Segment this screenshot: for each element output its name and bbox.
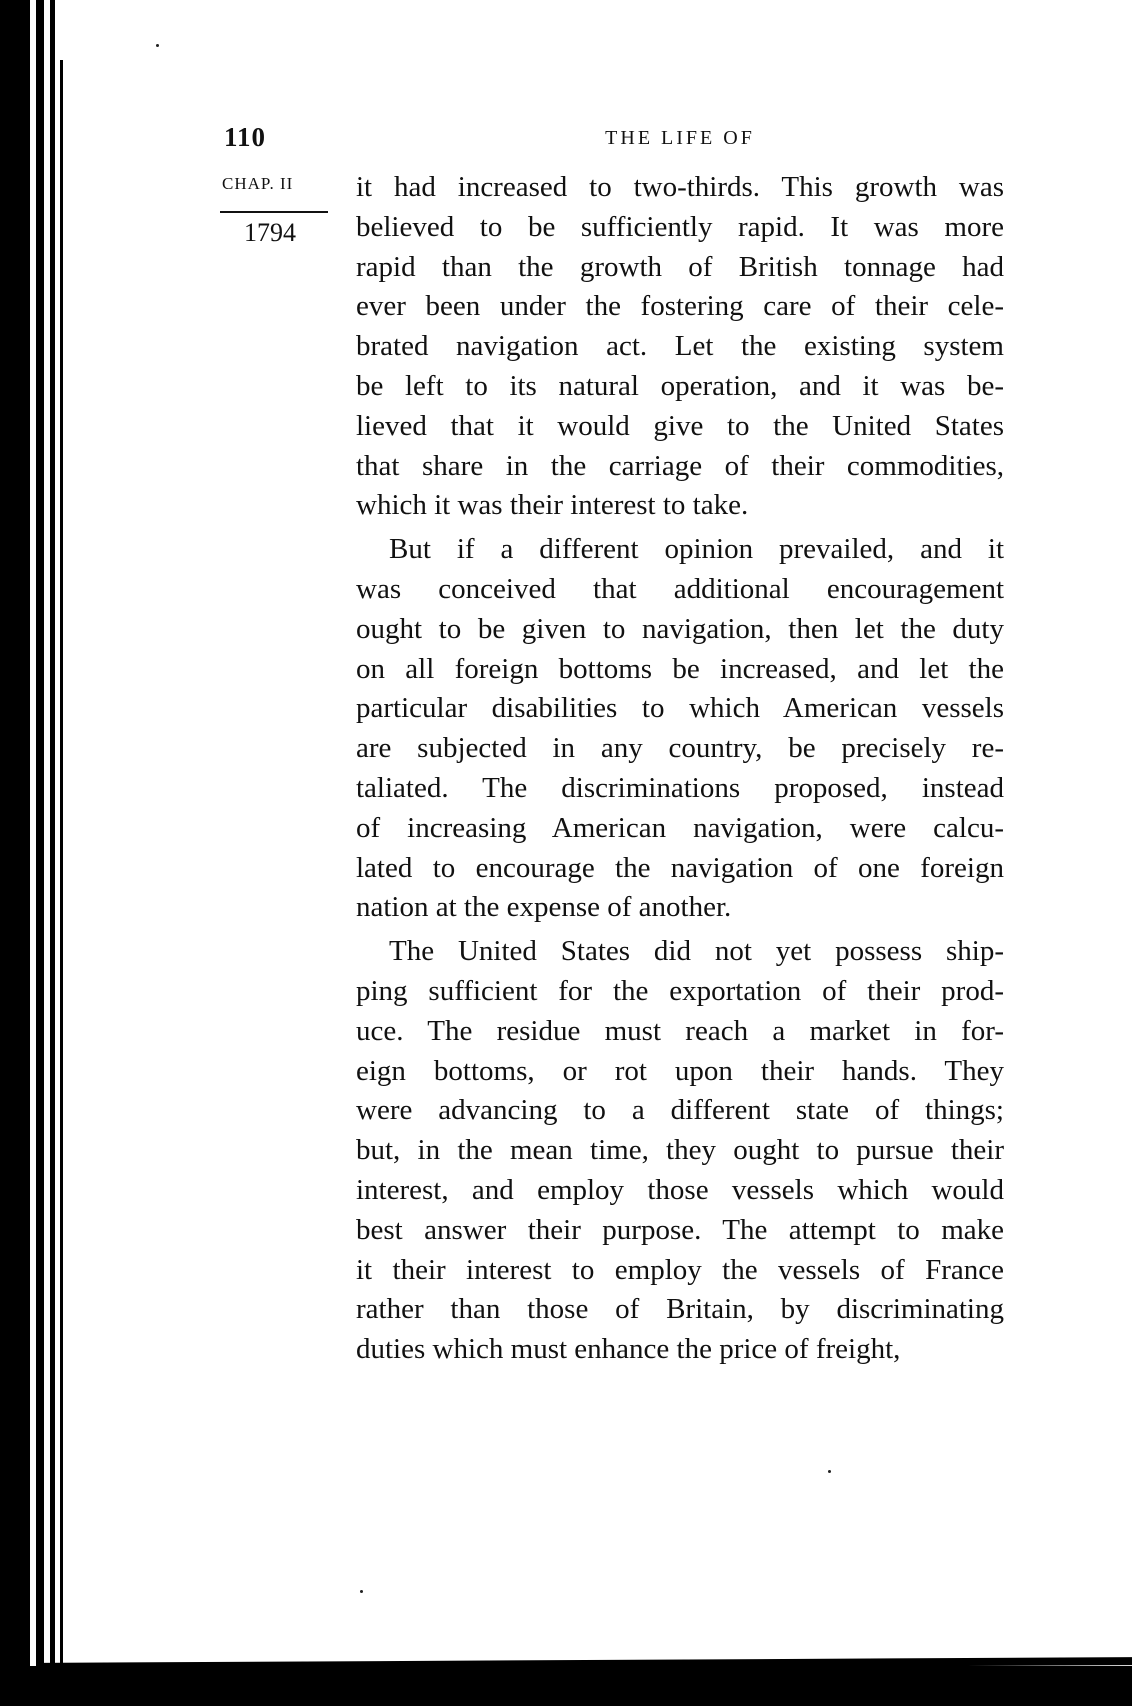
speck	[828, 1470, 831, 1473]
text-line: taliated. The discriminations proposed, instead	[356, 771, 1004, 804]
page-number: 110	[224, 122, 267, 152]
text-line: brated navigation act. Let the existing system	[356, 330, 1004, 363]
paragraph	[356, 530, 1004, 928]
text-line: ping sufficient for the exportation of their prod-	[356, 974, 1004, 1007]
paragraph	[356, 168, 1004, 526]
text-line: lated to encourage the navigation of one foreign	[356, 851, 1004, 884]
text-line: rather than those of Britain, by discriminating	[356, 1293, 1004, 1326]
margin-year: 1794	[244, 218, 296, 247]
text-line: but, in the mean time, they ought to pursue their	[356, 1134, 1004, 1167]
speck	[156, 44, 159, 47]
text-line: ever been under the fostering care of their cele-	[356, 290, 1004, 323]
running-head: THE LIFE OF	[605, 127, 755, 149]
text-line: on all foreign bottoms be increased, and let the	[356, 652, 1004, 685]
left-page-edge-line	[50, 0, 55, 1706]
text-line: of increasing American navigation, were calcu-	[356, 811, 1004, 844]
margin-rule	[220, 211, 328, 213]
text-line: uce. The residue must reach a market in for-	[356, 1014, 1004, 1047]
text-line: particular disabilities to which American vessels	[356, 692, 1004, 725]
text-line: was conceived that additional encouragement	[356, 572, 1004, 605]
text-line: eign bottoms, or rot upon their hands. They	[356, 1054, 1004, 1087]
bottom-page-edge	[0, 1666, 1132, 1706]
text-line: it had increased to two-thirds. This growth was	[356, 171, 1004, 203]
text-line: were advancing to a different state of things;	[356, 1094, 1004, 1127]
text-line: The United States did not yet possess ship-	[389, 935, 1004, 968]
text-line: rapid than the growth of British tonnage had	[356, 250, 1004, 283]
text-line: duties which must enhance the price of freight,	[356, 1333, 901, 1366]
text-line: it their interest to employ the vessels of France	[356, 1253, 1004, 1286]
text-line: nation at the expense of another.	[356, 891, 732, 924]
paragraph	[356, 932, 1004, 1370]
margin-chapter: CHAP. II	[222, 174, 294, 193]
left-page-edge-line	[60, 60, 63, 1706]
text-line: believed to be sufficiently rapid. It was more	[356, 210, 1004, 243]
text-line: lieved that it would give to the United States	[356, 409, 1004, 442]
text-line: be left to its natural operation, and it was be-	[356, 369, 1004, 402]
text-line: ought to be given to navigation, then let the duty	[356, 612, 1004, 645]
text-line: are subjected in any country, be precisely re-	[356, 732, 1004, 765]
speck	[360, 1590, 363, 1593]
text-line: But if a different opinion prevailed, and it	[389, 533, 1004, 566]
left-page-edge	[0, 0, 30, 1706]
text-line: best answer their purpose. The attempt to make	[356, 1213, 1004, 1246]
text-line: which it was their interest to take.	[356, 489, 749, 522]
text-line: that share in the carriage of their commodities,	[356, 449, 1004, 482]
left-page-edge-line	[36, 0, 44, 1706]
body-text	[356, 168, 1004, 1374]
text-line: interest, and employ those vessels which would	[356, 1173, 1004, 1206]
